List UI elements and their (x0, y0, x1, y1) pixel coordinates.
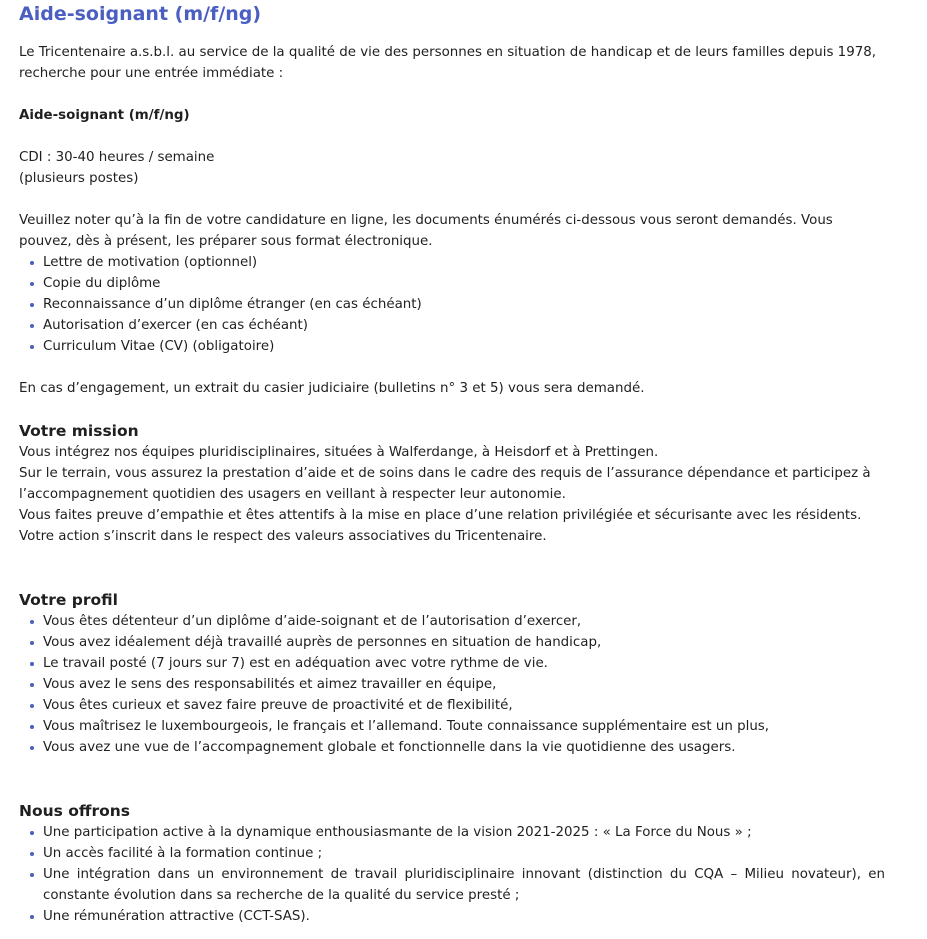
offre-list (19, 822, 885, 927)
mission-line: Sur le terrain, vous assurez la prestation d’aide et de soins dans le cadre des requis de l’assurance dépendance et participez à l’accompagnement quotidien des usagers en veillant à respecter leur autonomie. (19, 466, 871, 502)
job-title: Aide-soignant (m/f/ng) (19, 108, 190, 123)
positions-text: (plusieurs postes) (19, 171, 139, 186)
list-item: Vous avez le sens des responsabilités et aimez travailler en équipe, (43, 674, 885, 695)
list-item: Un accès facilité à la formation continue ; (43, 843, 885, 864)
profil-list (19, 611, 885, 758)
list-item: Le travail posté (7 jours sur 7) est en adéquation avec votre rythme de vie. (43, 653, 885, 674)
casier-note: En cas d’engagement, un extrait du casier judiciaire (bulletins n° 3 et 5) vous sera demandé. (19, 381, 645, 396)
list-item: Vous êtes curieux et savez faire preuve de proactivité et de flexibilité, (43, 695, 885, 716)
list-item: Vous êtes détenteur d’un diplôme d’aide-soignant et de l’autorisation d’exercer, (43, 611, 885, 632)
list-item: Une rémunération attractive (CCT-SAS). (43, 906, 885, 927)
list-item: Curriculum Vitae (CV) (obligatoire) (43, 336, 885, 357)
list-item: Lettre de motivation (optionnel) (43, 252, 885, 273)
list-item: Vous avez idéalement déjà travaillé auprès de personnes en situation de handicap, (43, 632, 885, 653)
mission-line: Vous intégrez nos équipes pluridisciplinaires, situées à Walferdange, à Heisdorf et à Prettingen. (19, 445, 659, 460)
contract-text: CDI : 30-40 heures / semaine (19, 150, 215, 165)
list-item: Vous maîtrisez le luxembourgeois, le français et l’allemand. Toute connaissance supplémentaire est un plus, (43, 716, 885, 737)
page-title: Aide-soignant (m/f/ng) (19, 3, 262, 25)
profil-heading: Votre profil (19, 591, 118, 609)
mission-heading: Votre mission (19, 422, 139, 440)
documents-note: Veuillez noter qu’à la fin de votre candidature en ligne, les documents énumérés ci-dessous vous seront demandés. Vous pouvez, dès à présent, les préparer sous format électronique. (19, 213, 833, 249)
list-item: Vous avez une vue de l’accompagnement globale et fonctionnelle dans la vie quotidienne des usagers. (43, 737, 885, 758)
documents-list (19, 252, 885, 357)
list-item: Autorisation d’exercer (en cas échéant) (43, 315, 885, 336)
mission-line: Vous faites preuve d’empathie et êtes attentifs à la mise en place d’une relation privilégiée et sécurisante avec les résidents. (19, 508, 862, 523)
intro-text: Le Tricentenaire a.s.b.l. au service de la qualité de vie des personnes en situation de handicap et de leurs familles depuis 1978, recherche pour une entrée immédiate : (19, 45, 877, 81)
offre-heading: Nous offrons (19, 802, 131, 820)
list-item: Reconnaissance d’un diplôme étranger (en cas échéant) (43, 294, 885, 315)
list-item: Une intégration dans un environnement de travail pluridisciplinaire innovant (distinction du CQA – Milieu novateur), en constante évolution dans sa recherche de la qualité du service presté ; (43, 864, 885, 906)
mission-line: Votre action s’inscrit dans le respect des valeurs associatives du Tricentenaire. (19, 529, 547, 544)
list-item: Copie du diplôme (43, 273, 885, 294)
list-item: Une participation active à la dynamique enthousiasmante de la vision 2021-2025 : « La Force du Nous » ; (43, 822, 885, 843)
